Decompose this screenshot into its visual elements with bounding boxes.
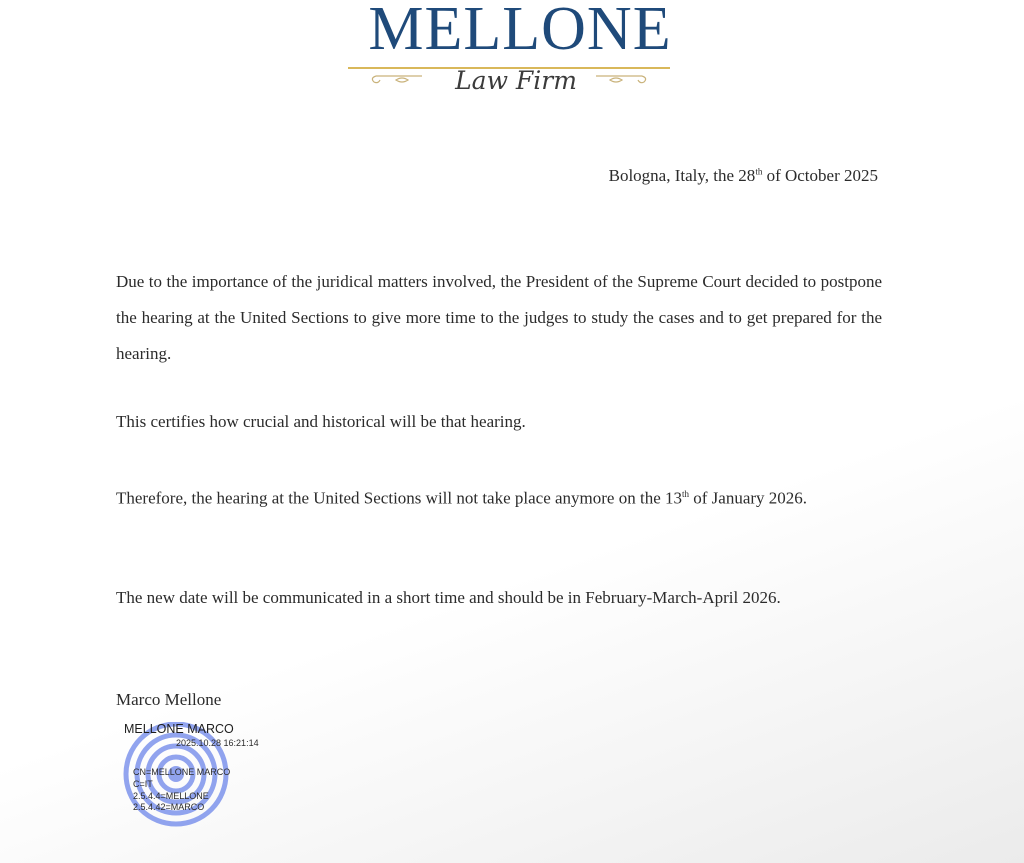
digital-signature-stamp: [118, 722, 259, 832]
paragraph-new-date: The new date will be communicated in a short time and should be in February-March-April 2026.: [116, 588, 781, 607]
signature-country: C=IT: [133, 779, 153, 789]
letter-date: [609, 166, 878, 186]
paragraph-3-suffix: of January 2026.: [689, 488, 808, 508]
date-suffix: of October 2025: [762, 166, 878, 185]
signature-given-name: 2.5.4.42=MARCO: [133, 802, 205, 812]
paragraph-cancelled-date: [116, 476, 882, 517]
signature-name: MELLONE MARCO: [124, 722, 234, 736]
signature-surname: 2.5.4.4=MELLONE: [133, 791, 209, 801]
paragraph-postponement: Due to the importance of the juridical matters involved, the President of the Supreme Court decided to postpone the hearing at the United Sections to give more time to the judges to study the cases and to get prepared for the hearing.: [116, 272, 882, 363]
firm-logo-title: MELLONE: [368, 0, 672, 63]
signature-cn: CN=MELLONE MARCO: [133, 767, 231, 777]
paragraph-3-ordinal: th: [682, 489, 690, 499]
signer-name: Marco Mellone: [116, 690, 222, 709]
signature-timestamp: 2025.10.28 16:21:14: [176, 738, 259, 748]
paragraph-certification: This certifies how crucial and historical will be that hearing.: [116, 412, 526, 431]
date-prefix: Bologna, Italy, the 28: [608, 166, 756, 185]
paragraph-3-prefix: Therefore, the hearing at the United Sections will not take place anymore on the 13: [116, 488, 682, 508]
date-ordinal: th: [755, 166, 763, 177]
firm-logo-subtitle: Law Firm: [455, 66, 577, 95]
